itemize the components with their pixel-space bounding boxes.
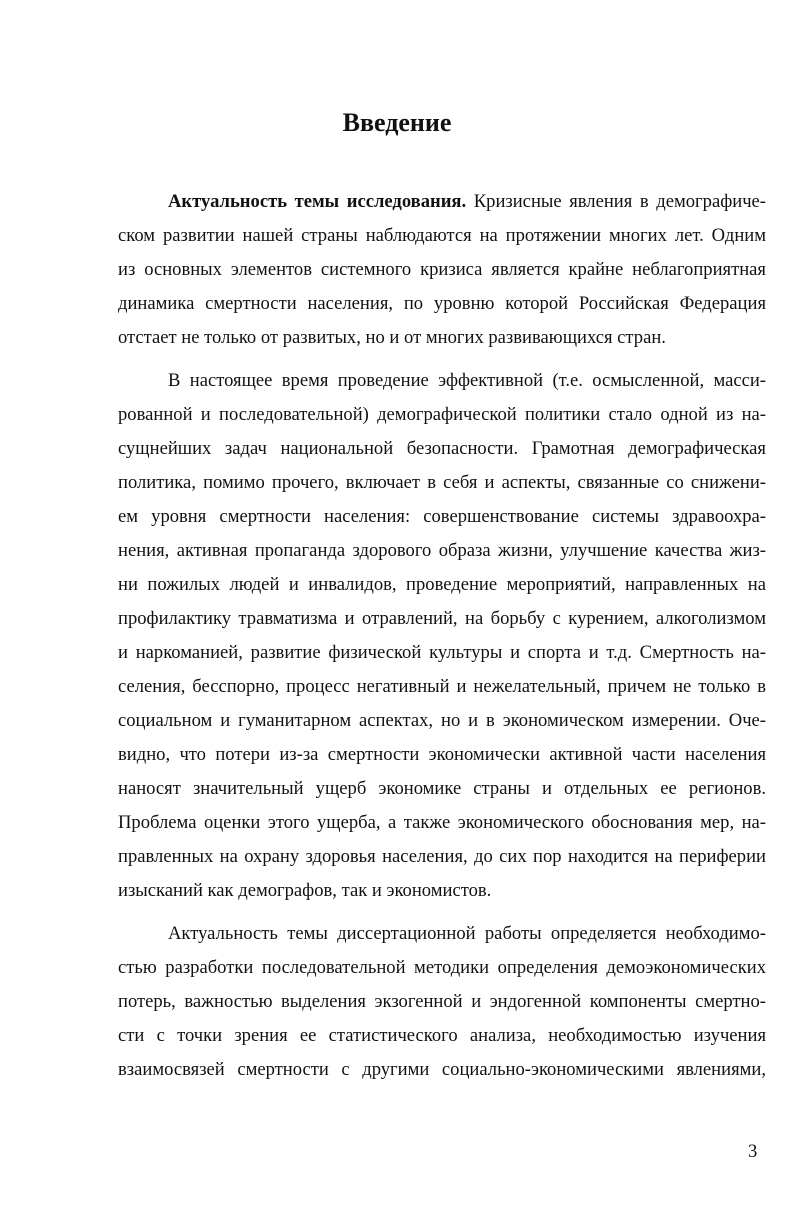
text-line-content: Кризисные явления в демографиче- bbox=[466, 191, 766, 212]
text-line: изысканий как демографов, так и экономистов. bbox=[118, 880, 492, 901]
text-line: правленных на охрану здоровья населения, до сих пор находится на периферии bbox=[118, 846, 766, 867]
text-line: стью разработки последовательной методики определения демоэкономических bbox=[118, 957, 766, 978]
text-line: социальном и гуманитарном аспектах, но и в экономическом измерении. Оче- bbox=[118, 710, 766, 731]
text-line: потерь, важностью выделения экзогенной и эндогенной компоненты смертно- bbox=[118, 991, 766, 1012]
page-number: 3 bbox=[748, 1141, 758, 1162]
text-line: взаимосвязей смертности с другими социально-экономическими явлениями, bbox=[118, 1059, 766, 1080]
text-line: динамика смертности населения, по уровню которой Российская Федерация bbox=[118, 293, 766, 314]
section-lead: Актуальность темы исследования. bbox=[168, 191, 467, 212]
text-line: и наркоманией, развитие физической культуры и спорта и т.д. Смертность на- bbox=[118, 642, 766, 663]
text-line: профилактику травматизма и отравлений, на борьбу с курением, алкоголизмом bbox=[118, 608, 766, 629]
text-line: Проблема оценки этого ущерба, а также экономического обоснования мер, на- bbox=[118, 812, 766, 833]
text-line: нения, активная пропаганда здорового образа жизни, улучшение качества жиз- bbox=[118, 540, 766, 561]
text-line: ем уровня смертности населения: совершенствование системы здравоохра- bbox=[118, 506, 766, 527]
text-line: ском развитии нашей страны наблюдаются на протяжении многих лет. Одним bbox=[118, 225, 766, 246]
text-line: видно, что потери из-за смертности экономически активной части населения bbox=[118, 744, 766, 765]
page-title: Введение bbox=[342, 108, 452, 137]
text-line: сущнейших задач национальной безопасности. Грамотная демографическая bbox=[118, 438, 766, 459]
text-line: В настоящее время проведение эффективной (т.е. осмысленной, масси- bbox=[168, 370, 766, 391]
text-line: наносят значительный ущерб экономике страны и отдельных ее регионов. bbox=[118, 778, 766, 799]
text-line: рованной и последовательной) демографической политики стало одной из на- bbox=[118, 404, 766, 425]
text-line: политика, помимо прочего, включает в себя и аспекты, связанные со снижени- bbox=[118, 472, 766, 493]
text-line: Актуальность темы диссертационной работы определяется необходимо- bbox=[168, 923, 766, 944]
text-line: ни пожилых людей и инвалидов, проведение мероприятий, направленных на bbox=[118, 574, 766, 595]
text-line: отстает не только от развитых, но и от многих развивающихся стран. bbox=[118, 327, 666, 348]
text-line: из основных элементов системного кризиса является крайне неблагоприятная bbox=[118, 259, 766, 280]
text-line: селения, бесспорно, процесс негативный и нежелательный, причем не только в bbox=[118, 676, 766, 697]
text-line bbox=[168, 190, 766, 214]
text-line: сти с точки зрения ее статистического анализа, необходимостью изучения bbox=[118, 1025, 766, 1046]
